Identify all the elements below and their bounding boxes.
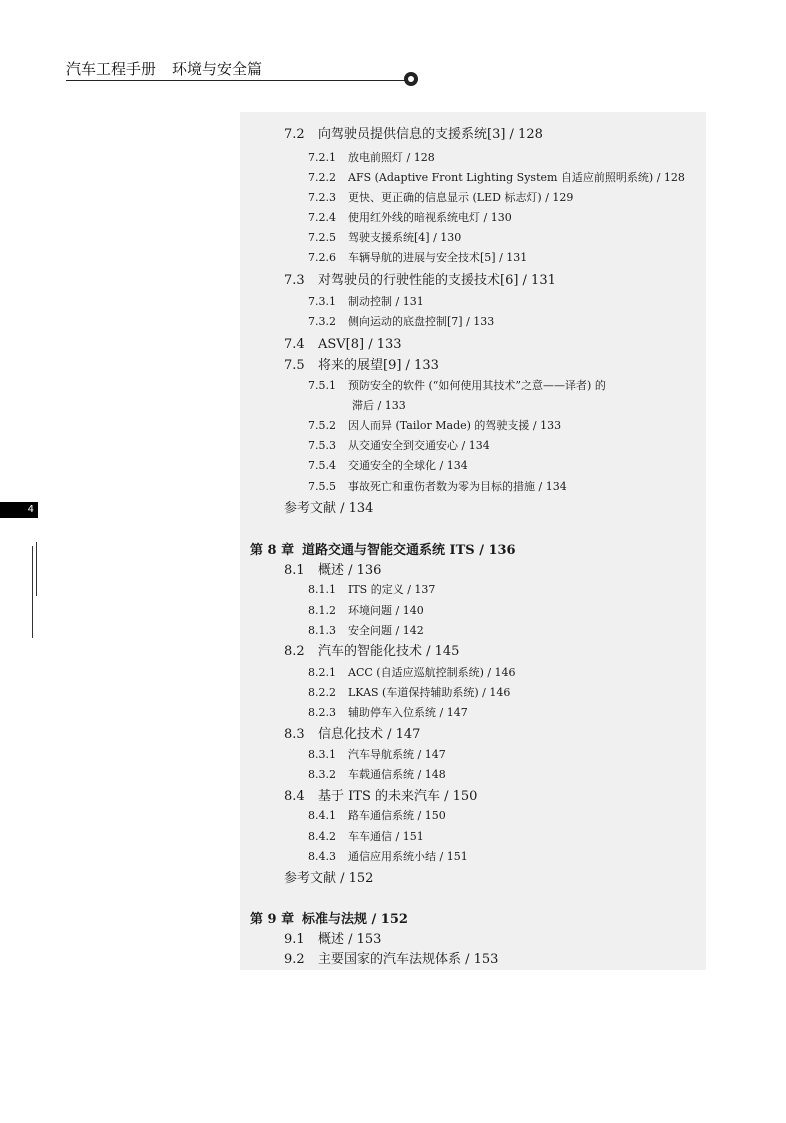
toc-section	[284, 128, 543, 141]
toc-number: 8.2.1	[308, 666, 336, 679]
toc-text: 参考文献 / 134	[284, 501, 374, 516]
toc-section	[284, 728, 420, 741]
toc-subsection	[308, 380, 606, 391]
toc-text: 汽车导航系统 / 147	[348, 748, 446, 761]
toc-number: 8.1.3	[308, 624, 336, 637]
toc-subsection	[308, 831, 424, 842]
toc-section	[284, 564, 381, 577]
toc-number: 8.2	[284, 644, 305, 659]
toc-number: 7.5.2	[308, 419, 336, 432]
toc-text: 安全问题 / 142	[348, 624, 424, 637]
toc-number: 8.4.1	[308, 809, 336, 822]
toc-subsection	[308, 460, 468, 471]
toc-section	[284, 359, 439, 372]
toc-subsection	[352, 400, 406, 411]
toc-section	[284, 953, 498, 966]
toc-subsection	[308, 232, 461, 243]
toc-subsection	[308, 252, 527, 263]
toc-number: 7.3.2	[308, 315, 336, 328]
toc-number: 7.2.2	[308, 171, 336, 184]
toc-number: 8.4	[284, 789, 305, 804]
toc-number: 7.3.1	[308, 295, 336, 308]
toc-text: 驾驶支援系统[4] / 130	[348, 231, 462, 244]
toc-number: 8.1.2	[308, 604, 336, 617]
toc-text: 将来的展望[9] / 133	[318, 358, 439, 373]
toc-number: 7.2	[284, 127, 305, 142]
toc-number: 7.5.4	[308, 459, 336, 472]
toc-number: 8.1	[284, 563, 305, 578]
toc-text: 更快、更正确的信息显示 (LED 标志灯) / 129	[348, 191, 574, 204]
toc-subsection	[308, 296, 424, 307]
toc-number: 7.5.1	[308, 379, 336, 392]
toc-number: 7.5	[284, 358, 305, 373]
toc-subsection	[308, 687, 510, 698]
toc-number: 8.3	[284, 727, 305, 742]
toc-number: 7.2.1	[308, 151, 336, 164]
toc-subsection	[308, 605, 424, 616]
toc-text: 车车通信 / 151	[348, 830, 424, 843]
toc-chapter	[250, 544, 516, 557]
toc-section	[284, 502, 373, 515]
toc-number: 8.1.1	[308, 583, 336, 596]
toc-number: 7.2.5	[308, 231, 336, 244]
toc-section	[284, 274, 556, 287]
toc-section	[284, 338, 402, 351]
toc-subsection	[308, 212, 512, 223]
toc-text: ITS 的定义 / 137	[348, 583, 436, 596]
toc-subsection	[308, 625, 424, 636]
toc-number: 7.2.6	[308, 251, 336, 264]
toc-number: 8.2.3	[308, 706, 336, 719]
chapter-tab-label: 4	[27, 504, 34, 515]
toc-text: 概述 / 136	[318, 563, 382, 578]
toc-text: 预防安全的软件 (“如何使用其技术”之意——译者) 的	[348, 379, 606, 392]
toc-number: 7.5.5	[308, 480, 336, 493]
toc-text: ASV[8] / 133	[318, 337, 402, 352]
toc-section	[284, 872, 373, 885]
toc-number: 9.2	[284, 952, 305, 967]
toc-number: 8.3.2	[308, 768, 336, 781]
toc-text: 车辆导航的进展与安全技术[5] / 131	[348, 251, 528, 264]
toc-subsection	[308, 667, 516, 678]
toc-subsection	[308, 440, 490, 451]
toc-subsection	[308, 481, 567, 492]
toc-section	[284, 790, 477, 803]
toc-text: 侧向运动的底盘控制[7] / 133	[348, 315, 495, 328]
toc-number: 8.2.2	[308, 686, 336, 699]
toc-section	[284, 645, 459, 658]
toc-number: 第 9 章	[250, 912, 295, 927]
toc-subsection	[308, 420, 561, 431]
toc-text: 汽车的智能化技术 / 145	[318, 644, 460, 659]
toc-text: 从交通安全到交通安心 / 134	[348, 439, 490, 452]
toc-text: 道路交通与智能交通系统 ITS / 136	[302, 543, 516, 558]
toc-text: 放电前照灯 / 128	[348, 151, 435, 164]
toc-number: 第 8 章	[250, 543, 295, 558]
toc-number: 7.5.3	[308, 439, 336, 452]
toc-number: 8.4.3	[308, 850, 336, 863]
toc-subsection	[308, 316, 494, 327]
volume-title: 环境与安全篇	[172, 60, 263, 78]
toc-text: 通信应用系统小结 / 151	[348, 850, 468, 863]
toc-text: ACC (自适应巡航控制系统) / 146	[348, 666, 516, 679]
toc-text: 环境问题 / 140	[348, 604, 424, 617]
toc-number: 9.1	[284, 932, 305, 947]
toc-text: AFS (Adaptive Front Lighting System 自适应前照明系统) / 128	[348, 171, 685, 184]
toc-subsection	[308, 584, 435, 595]
toc-text: LKAS (车道保持辅助系统) / 146	[348, 686, 511, 699]
toc-subsection	[308, 192, 573, 203]
toc-text: 滞后 / 133	[352, 399, 406, 412]
toc-subsection	[308, 851, 468, 862]
toc-number: 7.2.3	[308, 191, 336, 204]
toc-text: 制动控制 / 131	[348, 295, 424, 308]
toc-text: 路车通信系统 / 150	[348, 809, 446, 822]
toc-number: 8.3.1	[308, 748, 336, 761]
toc-number: 8.4.2	[308, 830, 336, 843]
toc-text: 基于 ITS 的未来汽车 / 150	[318, 789, 478, 804]
toc-text: 因人而异 (Tailor Made) 的驾驶支援 / 133	[348, 419, 562, 432]
toc-text: 辅助停车入位系统 / 147	[348, 706, 468, 719]
toc-subsection	[308, 172, 685, 183]
toc-text: 主要国家的汽车法规体系 / 153	[318, 952, 499, 967]
toc-text: 向驾驶员提供信息的支援系统[3] / 128	[318, 127, 543, 142]
toc-text: 交通安全的全球化 / 134	[348, 459, 468, 472]
toc-subsection	[308, 152, 435, 163]
book-title: 汽车工程手册	[66, 60, 157, 78]
toc-text: 使用红外线的暗视系统电灯 / 130	[348, 211, 512, 224]
toc-text: 事故死亡和重伤者数为零为目标的措施 / 134	[348, 480, 567, 493]
toc-subsection	[308, 769, 446, 780]
toc-text: 概述 / 153	[318, 932, 382, 947]
toc-number: 7.4	[284, 337, 305, 352]
toc-section	[284, 933, 381, 946]
toc-number: 7.3	[284, 273, 305, 288]
toc-text: 参考文献 / 152	[284, 871, 374, 886]
toc-text: 车载通信系统 / 148	[348, 768, 446, 781]
toc-chapter	[250, 913, 408, 926]
toc-number: 7.2.4	[308, 211, 336, 224]
toc-subsection	[308, 707, 468, 718]
toc-subsection	[308, 749, 446, 760]
toc-text: 信息化技术 / 147	[318, 727, 421, 742]
toc-text: 对驾驶员的行驶性能的支援技术[6] / 131	[318, 273, 556, 288]
toc-subsection	[308, 810, 446, 821]
toc-text: 标准与法规 / 152	[302, 912, 408, 927]
